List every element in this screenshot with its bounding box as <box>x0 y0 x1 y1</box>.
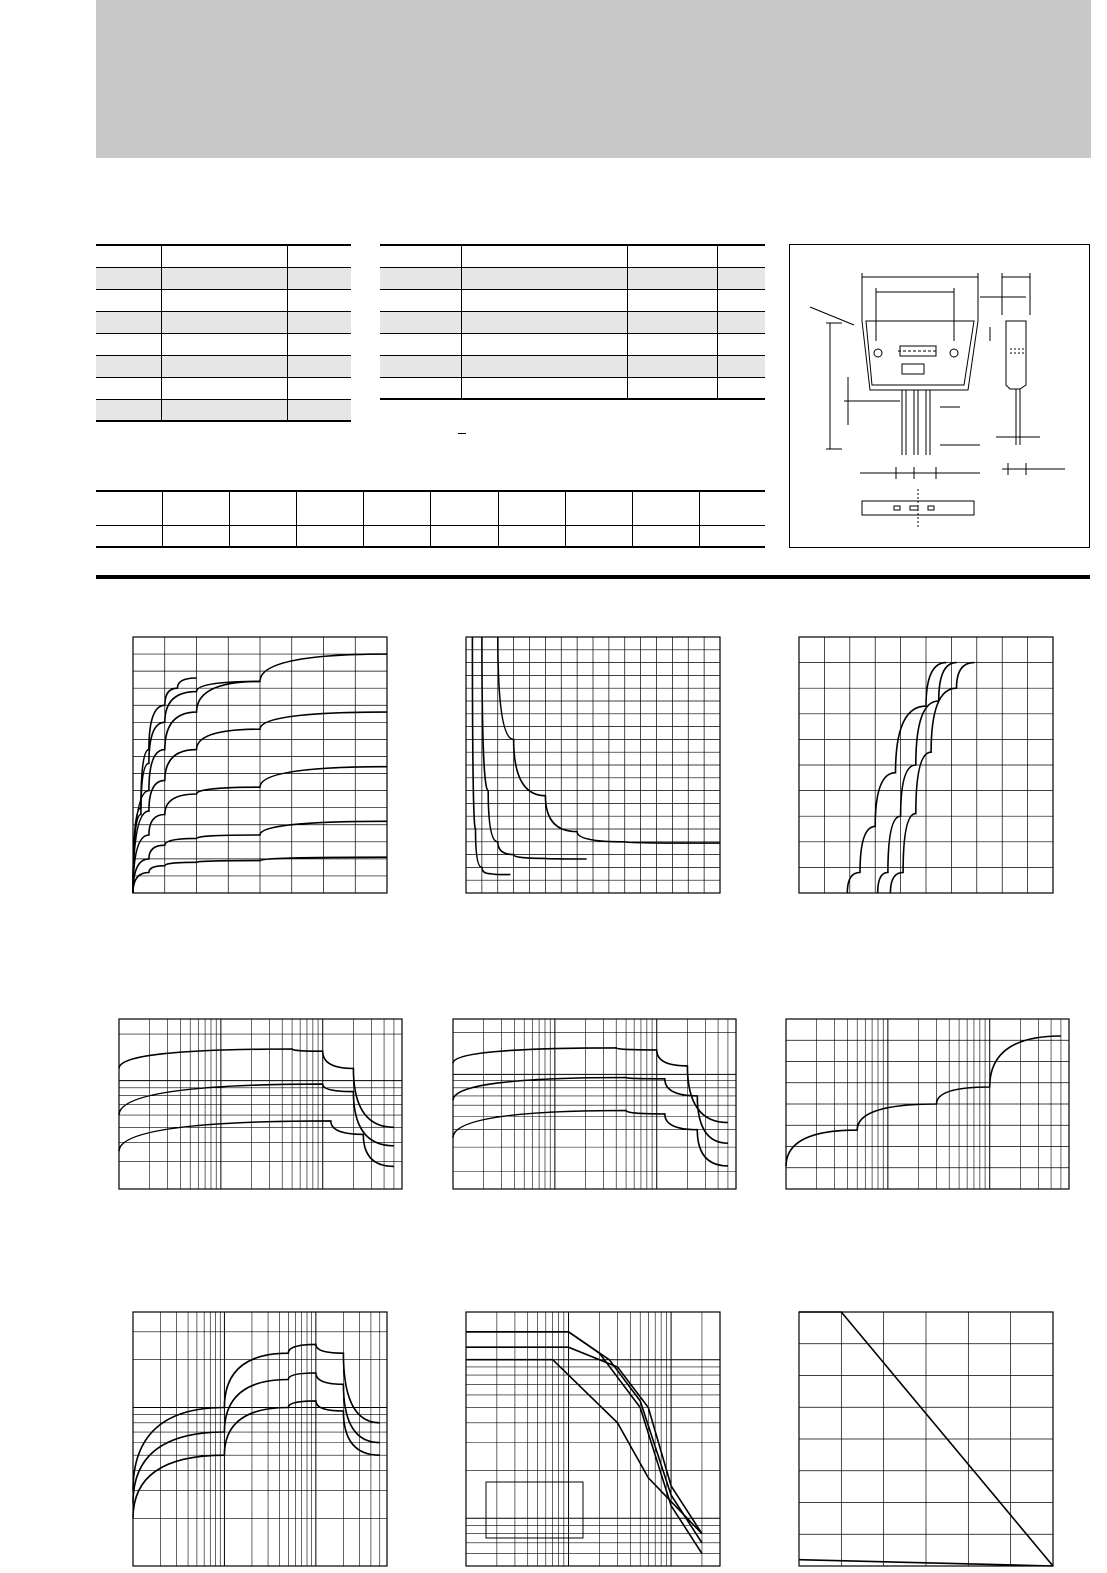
table-row <box>96 245 351 267</box>
table-cell <box>230 525 297 547</box>
table-cell <box>718 311 765 333</box>
section-separator <box>96 575 1090 579</box>
table-row <box>380 355 765 377</box>
mounting-hole-left <box>874 349 882 357</box>
table-cell <box>462 377 628 399</box>
table-cell <box>230 491 297 525</box>
table-cell <box>699 525 765 547</box>
chart-vbe-vs-ic <box>786 1019 1069 1189</box>
table-cell <box>565 525 632 547</box>
series-line-2 <box>453 1111 728 1166</box>
table-cell <box>628 355 718 377</box>
table-cell <box>380 333 462 355</box>
table-row <box>380 311 765 333</box>
chart-hfe-vs-ic-1 <box>119 1019 402 1189</box>
chart-saturation-characteristics <box>466 637 720 893</box>
table-cell <box>162 289 288 311</box>
table-row <box>96 289 351 311</box>
chart-ft-vs-ic <box>133 1312 387 1566</box>
table-cell <box>462 267 628 289</box>
series-line-0 <box>472 637 510 875</box>
table-cell <box>162 311 288 333</box>
table-cell <box>96 491 163 525</box>
table-row <box>380 333 765 355</box>
table-cell <box>699 491 765 525</box>
table-cell <box>718 333 765 355</box>
table-cell <box>288 289 351 311</box>
table-cell <box>380 245 462 267</box>
table-cell <box>380 377 462 399</box>
table-cell <box>364 525 431 547</box>
table-row <box>380 377 765 399</box>
table-cell <box>288 333 351 355</box>
chart-grid <box>799 637 1053 893</box>
table-row <box>96 333 351 355</box>
table-row <box>380 245 765 267</box>
chart-grid <box>453 1019 736 1189</box>
table-cell <box>96 289 162 311</box>
series-line-0 <box>133 1344 380 1490</box>
table-row <box>96 399 351 421</box>
table-row <box>96 377 351 399</box>
chart-grid <box>466 637 720 893</box>
table-row <box>96 267 351 289</box>
table-cell <box>364 491 431 525</box>
table-cell <box>288 355 351 377</box>
table-cell <box>632 525 699 547</box>
table-cell <box>162 245 288 267</box>
table-cell <box>380 289 462 311</box>
chart-transfer-characteristics <box>799 637 1053 893</box>
table-cell <box>96 399 162 421</box>
chart-hfe-vs-ic-2 <box>453 1019 736 1189</box>
header-band <box>96 0 1091 158</box>
table-cell <box>718 245 765 267</box>
leads <box>902 390 930 455</box>
table-cell <box>297 525 364 547</box>
table-cell <box>288 399 351 421</box>
chart-frame <box>453 1019 736 1189</box>
table-cell <box>628 311 718 333</box>
package-body-side <box>1006 321 1026 389</box>
table-cell <box>288 377 351 399</box>
table-cell <box>718 377 765 399</box>
table-cell <box>380 267 462 289</box>
chart-frame <box>466 1312 720 1566</box>
table-cell <box>462 245 628 267</box>
chart-output-characteristics <box>133 637 387 893</box>
table-cell <box>162 267 288 289</box>
table-cell <box>628 377 718 399</box>
table-cell <box>163 491 230 525</box>
table-cell <box>718 267 765 289</box>
chart-grid <box>466 1312 720 1566</box>
chart-grid <box>133 637 387 893</box>
table-cell <box>96 311 162 333</box>
table-cell <box>96 245 162 267</box>
table-cell <box>288 311 351 333</box>
table-cell <box>565 491 632 525</box>
table-cell <box>288 245 351 267</box>
table-cell <box>96 355 162 377</box>
table-cell <box>462 311 628 333</box>
table-cell <box>632 491 699 525</box>
series-line-0 <box>847 663 946 893</box>
table-cell <box>718 355 765 377</box>
table-row <box>96 355 351 377</box>
table-cell <box>498 525 565 547</box>
table-cell <box>96 525 163 547</box>
table-cell <box>431 491 498 525</box>
table-cell <box>628 245 718 267</box>
absolute-ratings-table <box>96 244 351 422</box>
table-cell <box>462 355 628 377</box>
table-cell <box>431 525 498 547</box>
table-cell <box>162 377 288 399</box>
table-cell <box>297 491 364 525</box>
series-line-1 <box>133 1373 380 1503</box>
table-cell <box>718 289 765 311</box>
overline-mark <box>458 433 466 434</box>
table-row <box>380 267 765 289</box>
table-cell <box>462 333 628 355</box>
classification-table <box>96 490 765 548</box>
package-outline-box <box>789 244 1090 548</box>
table-cell <box>96 377 162 399</box>
table-cell <box>162 355 288 377</box>
table-cell <box>96 333 162 355</box>
chart-grid <box>799 1312 1053 1566</box>
electrical-characteristics-table <box>380 244 765 400</box>
chart-safe-operating-area <box>466 1312 720 1566</box>
marking-area-2 <box>902 364 924 374</box>
mounting-hole-right <box>950 349 958 357</box>
package-drawing <box>790 245 1089 547</box>
series-line-0 <box>119 1049 394 1127</box>
table-cell <box>628 333 718 355</box>
table-row <box>96 525 765 547</box>
table-row <box>380 289 765 311</box>
table-cell <box>380 355 462 377</box>
table-row <box>96 311 351 333</box>
series-line-2 <box>119 1121 394 1167</box>
table-cell <box>462 289 628 311</box>
chart-power-derating <box>799 1312 1053 1566</box>
table-row <box>96 491 765 525</box>
table-cell <box>162 333 288 355</box>
table-cell <box>380 311 462 333</box>
table-cell <box>498 491 565 525</box>
table-cell <box>628 289 718 311</box>
table-cell <box>288 267 351 289</box>
table-cell <box>96 267 162 289</box>
table-cell <box>163 525 230 547</box>
series-line-2 <box>890 663 974 893</box>
table-cell <box>162 399 288 421</box>
table-cell <box>628 267 718 289</box>
